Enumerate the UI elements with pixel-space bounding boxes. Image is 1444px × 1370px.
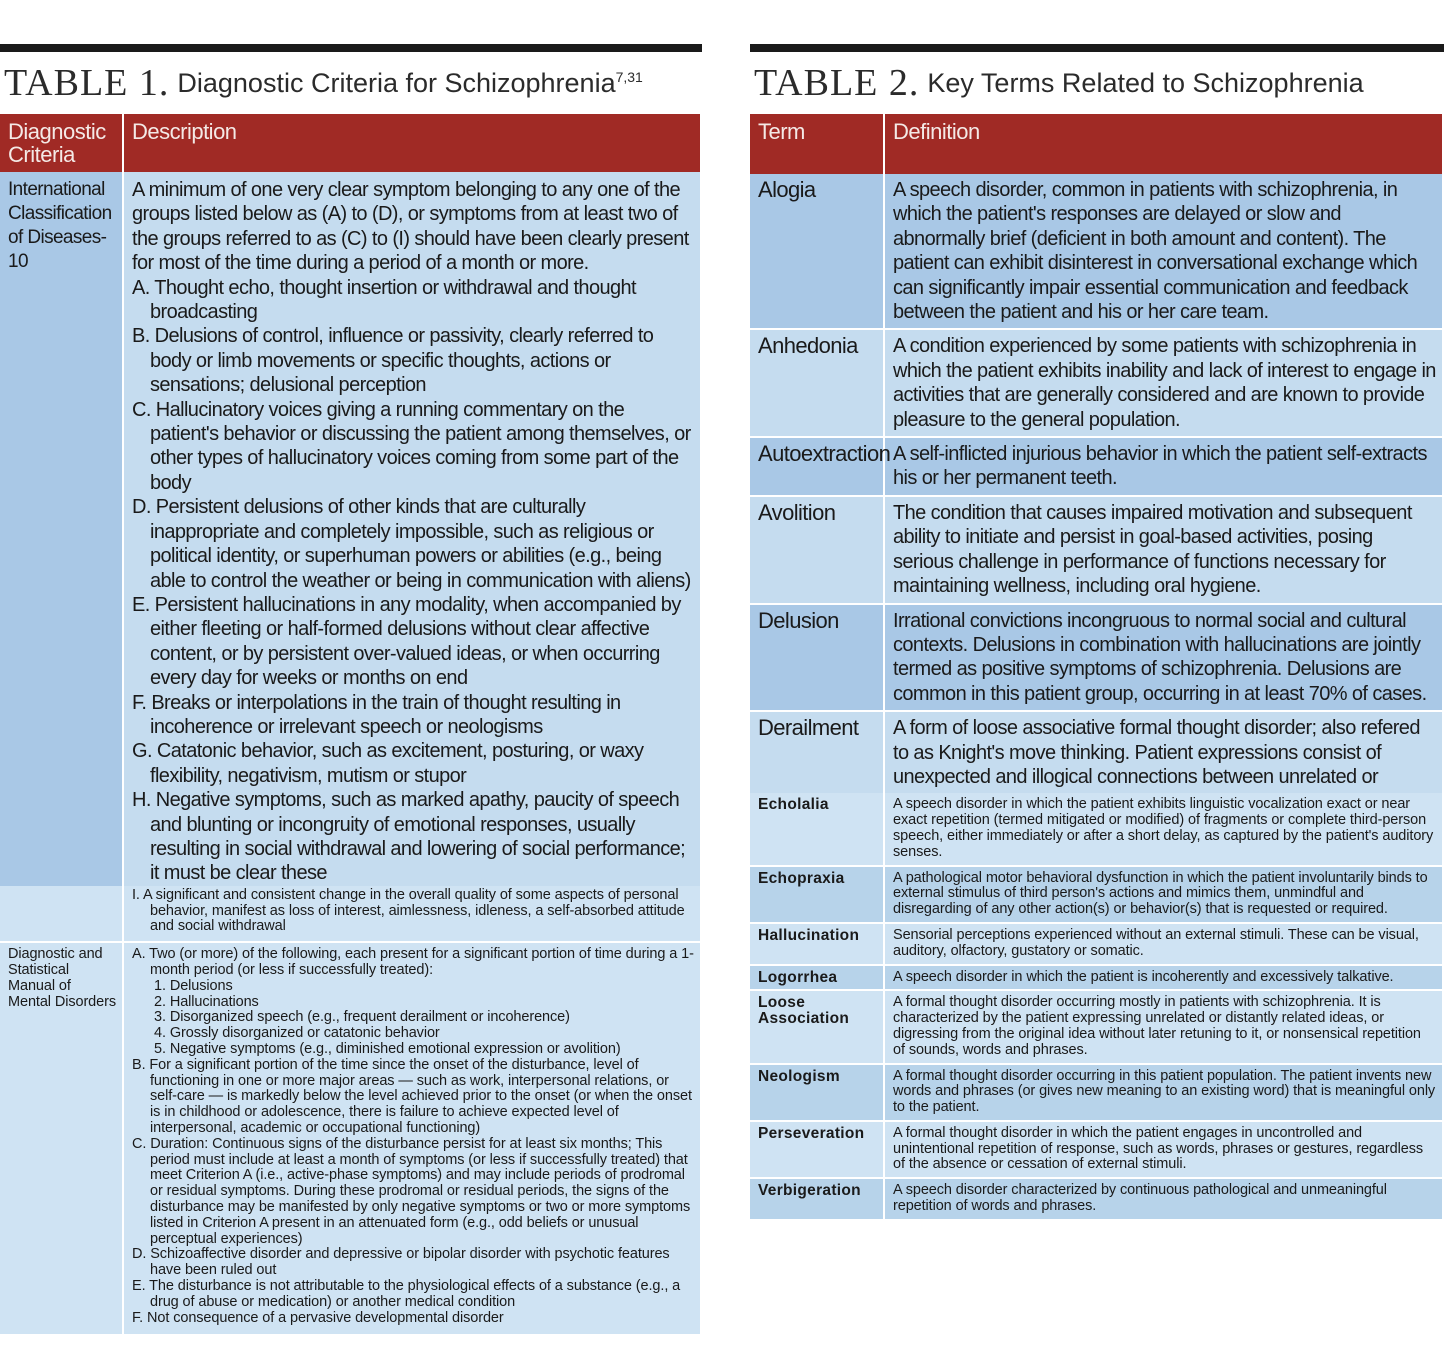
criteria-cell: International Classification of Diseases-10 [0, 172, 123, 886]
table-2 [750, 44, 1444, 1219]
table-row [750, 1064, 1443, 1121]
definition-cell: Irrational convictions incongruous to normal social and cultural contexts. Delusions in combination with hallucinations are jointly termed as positive symptoms of schizophrenia. Delusions are common in this patient group, occurring in at least 70% of cases. [884, 604, 1443, 712]
table-1 [0, 44, 702, 1334]
reference-superscript: 7,31 [615, 68, 643, 85]
definition-cell: A speech disorder, common in patients with schizophrenia, in which the patient's responses are delayed or slow and abnormally brief (deficient in both amount and content). The patient can exhibit disinterest in conversational exchange which can significantly impair essential communication and feedback between the patient and his or her care team. [884, 174, 1443, 329]
table-row [750, 923, 1443, 965]
criteria-item: E. Persistent hallucinations in any modality, when accompanied by either fleeting or half-formed delusions without clear affective content, or by persistent over-valued ideas, or when occurring every day for weeks or months on end [132, 593, 681, 690]
criteria-item: E. The disturbance is not attributable to the physiological effects of a substance (e.g., a drug of abuse or medication) or another medical condition [132, 1277, 681, 1310]
definition-cell: A speech disorder in which the patient is incoherently and excessively talkative. [884, 965, 1443, 991]
table-title-text: Diagnostic Criteria for Schizophrenia [177, 67, 616, 98]
definition-cell: A form of loose associative formal thought disorder; also refered to as Knight's move thinking. Patient expressions consist of unexpected and illogical connections between unrelated or [884, 711, 1443, 793]
term-cell: Anhedonia [750, 329, 884, 437]
term-cell: Autoextraction [750, 437, 884, 496]
table-row [750, 174, 1443, 329]
terms-table [750, 114, 1444, 1219]
criteria-cell-empty [0, 886, 123, 942]
term-cell: Neologism [750, 1064, 884, 1121]
header-description: Description [123, 114, 701, 172]
criteria-item: C. Hallucinatory voices giving a running commentary on the patient's behavior or discussing the patient among themselves, or other types of hallucinatory voices coming from some part of the body [132, 398, 691, 494]
top-rule [750, 44, 1444, 52]
definition-cell: A speech disorder characterized by continuous pathological and unmeaningful repetition of words and phrases. [884, 1178, 1443, 1219]
header-row [750, 114, 1443, 174]
criteria-intro: A minimum of one very clear symptom belonging to any one of the groups listed below as (A) to (D), or symptoms from at least two of the groups referred to as (C) to (I) should have been clearly present for most of the time during a period of a month or more. [132, 179, 689, 275]
definition-cell: The condition that causes impaired motivation and subsequent ability to initiate and persist in goal-based activities, posing serious challenge in performance of functions necessary for maintaining wellness, including oral hygiene. [884, 496, 1443, 604]
criteria-item: H. Negative symptoms, such as marked apathy, paucity of speech and blunting or incongruity of emotional responses, usually resulting in social withdrawal and lowering of social performance; it must be clear these [132, 789, 686, 885]
header-term: Term [750, 114, 884, 174]
criteria-subitem: 5. Negative symptoms (e.g., diminished emotional expression or avolition) [154, 1040, 621, 1057]
header-criteria: Diagnostic Criteria [0, 114, 123, 172]
criteria-item: B. Delusions of control, influence or passivity, clearly referred to body or limb movements or specific thoughts, actions or sensations; delusional perception [132, 325, 654, 397]
term-cell: Echopraxia [750, 866, 884, 923]
term-cell: Alogia [750, 174, 884, 329]
term-cell: Echolalia [750, 793, 884, 865]
header-definition: Definition [884, 114, 1443, 174]
header-row [0, 114, 701, 172]
definition-cell: A speech disorder in which the patient exhibits linguistic vocalization exact or near exact repetition (termed mitigated or modified) of fragments or complete third-person speech, either immediately or after a short delay, as captured by the patient's auditory senses. [884, 793, 1443, 865]
description-cell [123, 886, 701, 942]
table-row [750, 329, 1443, 437]
criteria-item: A. Thought echo, thought insertion or withdrawal and thought broadcasting [132, 276, 636, 324]
table-row [750, 437, 1443, 496]
criteria-subitem: 2. Hallucinations [154, 993, 259, 1010]
term-cell: Delusion [750, 604, 884, 712]
criteria-item: F. Breaks or interpolations in the train of thought resulting in incoherence or irrelevant speech or neologisms [132, 691, 621, 738]
table-row [750, 990, 1443, 1063]
table-row [750, 866, 1443, 923]
criteria-item: F. Not consequence of a pervasive developmental disorder [132, 1309, 504, 1326]
term-cell: Verbigeration [750, 1178, 884, 1219]
term-cell: Loose Association [750, 990, 884, 1063]
criteria-table [0, 114, 702, 1334]
criteria-item: A. Two (or more) of the following, each present for a significant portion of time during a 1-month period (or less if successfully treated): [132, 946, 694, 978]
table-1-title [0, 52, 702, 114]
definition-cell: A formal thought disorder in which the patient engages in uncontrolled and unintentional repetition of response, such as words, phrases or gestures, regardless of the absence or cessation of external stimuli. [884, 1121, 1443, 1178]
table-row [750, 793, 1443, 865]
definition-cell: A condition experienced by some patients with schizophrenia in which the patient exhibits inability and lack of interest to engage in activities that are generally considered and are known to provide pleasure to the general population. [884, 329, 1443, 437]
criteria-item: I. A significant and consistent change in the overall quality of some aspects of personal behavior, manifest as loss of interest, aimlessness, idleness, a self-absorbed attitude and social withdrawal [132, 886, 685, 935]
table-row [750, 1121, 1443, 1178]
term-cell: Derailment [750, 711, 884, 793]
criteria-item: B. For a significant portion of the time since the onset of the disturbance, level of functioning in one or more major areas — such as work, interpersonal relations, or self-care — is markedly below the level achieved prior to the onset (or when the onset is in childhood or adolescence, there is failure to achieve expected level of interpersonal, academic or occupational functioning) [132, 1056, 692, 1136]
criteria-subitem: 4. Grossly disorganized or catatonic behavior [154, 1025, 440, 1042]
terms-small-body [750, 793, 1443, 1219]
table-row [750, 1178, 1443, 1219]
top-rule [0, 44, 702, 52]
definition-cell: A self-inflicted injurious behavior in which the patient self-extracts his or her permanent teeth. [884, 437, 1443, 496]
table-title-text: Key Terms Related to Schizophrenia [927, 67, 1364, 98]
term-cell: Perseveration [750, 1121, 884, 1178]
definition-cell: A formal thought disorder occurring mostly in patients with schizophrenia. It is characterized by the patient expressing unrelated or distantly related ideas, or digressing from the original idea without later retuning to it, or nonsensical repetition of sounds, words and phrases. [884, 990, 1443, 1063]
terms-large-body [750, 174, 1443, 793]
term-cell: Hallucination [750, 923, 884, 965]
definition-cell: A pathological motor behavioral dysfunction in which the patient involuntarily binds to external stimulus of third person's actions and mimics them, unmindful and disregarding of any other action(s) or behavior(s) that is requested or required. [884, 866, 1443, 923]
criteria-item: D. Persistent delusions of other kinds that are culturally inappropriate and completely impossible, such as religious or political identity, or superhuman powers or abilities (e.g., being able to control the weather or being in communication with aliens) [132, 496, 691, 592]
table-label: TABLE 1. [4, 62, 170, 104]
criteria-item: D. Schizoaffective disorder and depressive or bipolar disorder with psychotic features have been ruled out [132, 1246, 670, 1279]
criteria-item: G. Catatonic behavior, such as excitement, posturing, or waxy flexibility, negativism, mutism or stupor [132, 740, 644, 787]
table-row [750, 604, 1443, 712]
criteria-cell: Diagnostic and Statistical Manual of Mental Disorders [0, 942, 123, 1334]
table-row [0, 886, 701, 942]
table-row [750, 711, 1443, 793]
term-cell: Logorrhea [750, 965, 884, 991]
criteria-subitem: 3. Disorganized speech (e.g., frequent derailment or incoherence) [154, 1009, 570, 1026]
table-row [0, 942, 701, 1334]
table-row [0, 172, 701, 886]
definition-cell: A formal thought disorder occurring in this patient population. The patient invents new words and phrases (or gives new meaning to an existing word) that is meaningful only to the patient. [884, 1064, 1443, 1121]
definition-cell: Sensorial perceptions experienced without an external stimuli. These can be visual, auditory, olfactory, gustatory or somatic. [884, 923, 1443, 965]
table-caption [177, 68, 642, 99]
table-2-title [750, 52, 1444, 114]
table-label: TABLE 2. [754, 62, 920, 104]
table-row [750, 965, 1443, 991]
criteria-subitem: 1. Delusions [154, 977, 233, 994]
description-cell [123, 942, 701, 1334]
criteria-item: C. Duration: Continuous signs of the disturbance persist for at least six months; This period must include at least a month of symptoms (or less if successfully treated) that meet Criterion A (i.e., active-phase symptoms) and may include periods of prodromal or residual symptoms. During these prodromal or residual periods, the signs of the disturbance may be manifested by only negative symptoms or two or more symptoms listed in Criterion A present in an attenuated form (e.g., odd beliefs or unusual perceptual experiences) [132, 1135, 691, 1247]
description-cell [123, 172, 701, 886]
table-row [750, 496, 1443, 604]
term-cell: Avolition [750, 496, 884, 604]
